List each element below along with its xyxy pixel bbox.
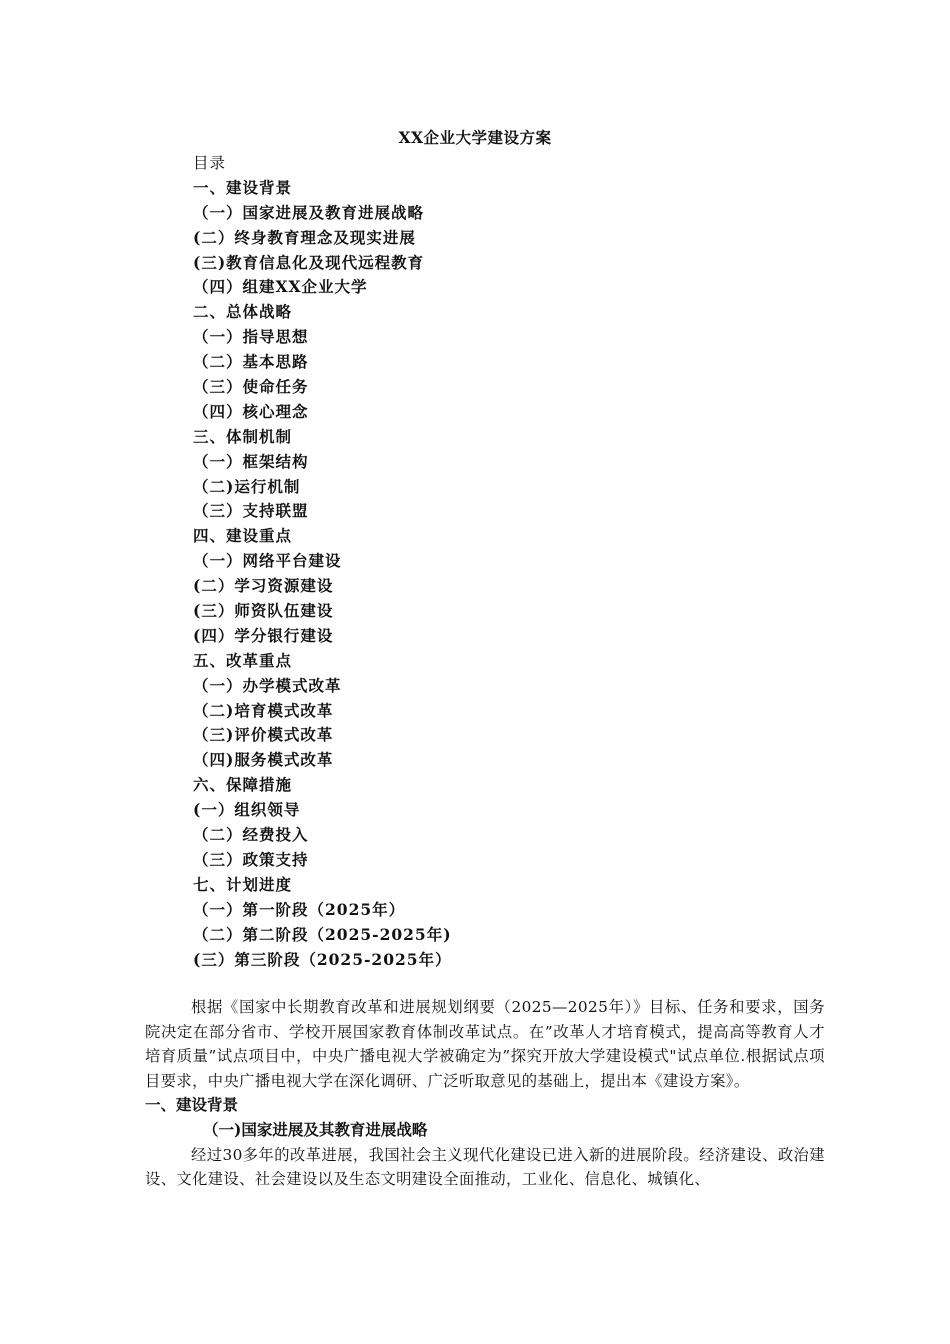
toc-heading: 目录 <box>193 154 227 172</box>
toc-entry: （二）经费投入 <box>193 825 309 845</box>
toc-entry: 六、保障措施 <box>193 775 293 795</box>
toc-entry: 三、体制机制 <box>193 426 293 446</box>
toc-entry: (二）终身教育理念及现实进展 <box>193 227 416 247</box>
toc-entry: 四、建设重点 <box>193 526 293 546</box>
toc-entry: （一）第一阶段（2025年） <box>193 899 406 919</box>
toc-entry: （三)评价模式改革 <box>193 725 334 745</box>
toc-entry: （二）第二阶段（2025-2025年) <box>193 924 452 944</box>
toc-entry: （三）支持联盟 <box>193 501 309 521</box>
table-of-contents <box>193 151 793 972</box>
toc-entry: （四）组建XX企业大学 <box>193 277 368 297</box>
document-body <box>145 995 825 1192</box>
toc-entry: (三）师资队伍建设 <box>193 601 334 621</box>
toc-entry: （一）办学模式改革 <box>193 675 342 695</box>
toc-entry: 五、改革重点 <box>193 650 293 670</box>
toc-entry: （一）国家进展及教育进展战略 <box>193 202 425 222</box>
document-title: XX企业大学建设方案 <box>398 128 552 147</box>
toc-entry: （一）网络平台建设 <box>193 551 342 571</box>
toc-entry: （一）框架结构 <box>193 451 309 471</box>
section-paragraph: 经过30多年的改革进展，我国社会主义现代化建设已进入新的进展阶段。经济建设、政治建设、文化建设、社会建设以及生态文明建设全面推动，工业化、信息化、城镇化、 <box>145 1145 825 1189</box>
toc-entry: （四）核心理念 <box>193 401 309 421</box>
toc-entry: （二）基本思路 <box>193 352 309 372</box>
toc-entry: (四）学分银行建设 <box>193 625 334 645</box>
toc-entry: (一）组织领导 <box>193 800 301 820</box>
subsection-heading: （一)国家进展及其教育进展战略 <box>203 1119 428 1139</box>
section-heading: 一、建设背景 <box>145 1095 239 1115</box>
toc-entry: （一）指导思想 <box>193 327 309 347</box>
toc-entry: (三）第三阶段（2025-2025年） <box>193 949 452 969</box>
toc-entry: （三）政策支持 <box>193 849 309 869</box>
toc-entry: 一、建设背景 <box>193 177 293 197</box>
toc-entry: （三）使命任务 <box>193 377 309 397</box>
toc-entry: （二)运行机制 <box>193 476 301 496</box>
toc-entry: (三)教育信息化及现代远程教育 <box>193 252 425 272</box>
toc-entry: （四)服务模式改革 <box>193 750 334 770</box>
toc-entry: (二）学习资源建设 <box>193 576 334 596</box>
toc-entry: 二、总体战略 <box>193 302 293 322</box>
toc-entry: （二)培育模式改革 <box>193 700 334 720</box>
toc-entry: 七、计划进度 <box>193 874 293 894</box>
intro-paragraph: 根据《国家中长期教育改革和进展规划纲要（2025—2025年）》目标、任务和要求，国务院决定在部分省市、学校开展国家教育体制改革试点。在”改革人才培育模式，提高高等教育人才培育质量”试点项目中，中央广播电视大学被确定为”探究开放大学建设模式"试点单位.根据试点项目要求，中央广播电视大学在深化调研、广泛听取意见的基础上，提出本《建设方案》。 <box>145 998 825 1090</box>
